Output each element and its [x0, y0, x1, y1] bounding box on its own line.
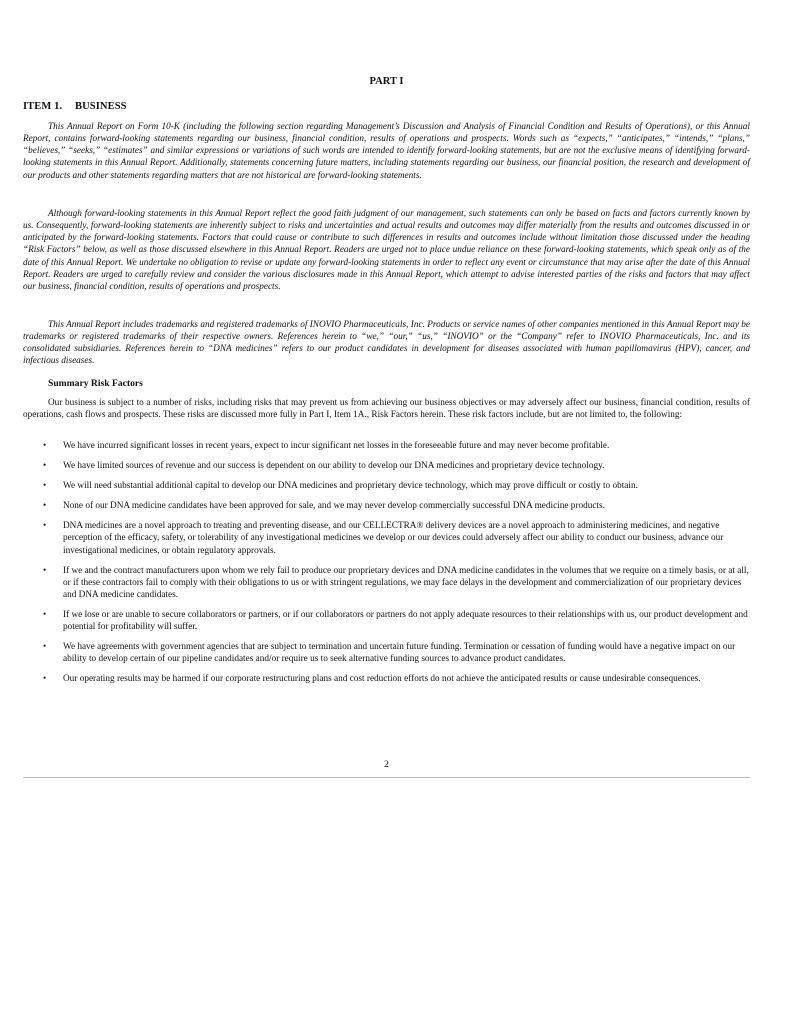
risk-factor-text: We will need substantial additional capital to develop our DNA medicines and proprietary device technology, which may prove difficult or costly to obtain.: [63, 481, 638, 492]
summary-risk-factors-heading: Summary Risk Factors: [48, 378, 143, 389]
bullet-icon: •: [43, 461, 47, 472]
risk-factor-text: We have incurred significant losses in recent years, expect to incur significant net losses in the foreseeable future and may never become profitable.: [63, 441, 610, 451]
risk-factor-item: [23, 440, 750, 452]
risk-factor-text: None of our DNA medicine candidates have been approved for sale, and we may never develop commercially successful DNA medicine products.: [63, 501, 605, 512]
risk-factor-item: [23, 673, 750, 685]
risk-factor-text: We have agreements with government agencies that are subject to termination and uncertain future funding. Termination or cessation of funding would have a negative impact on our ability to develop certain of our pipeline candidates and/or require us to seek alternative funding sources to advance product candidates.: [63, 642, 736, 665]
risk-factor-item: [23, 565, 750, 601]
bullet-icon: •: [43, 565, 47, 576]
risk-factor-item: [23, 520, 750, 556]
risk-intro-paragraph: Our business is subject to a number of risks, including risks that may prevent us from achieving our business objectives or may adversely affect our business, financial condition, results of operations, cash flows and prospects. These risks are discussed more fully in Part I, Item 1A., Risk Factors herein. These risk factors include, but are not limited to, the following:: [23, 398, 750, 421]
bullet-icon: •: [43, 642, 47, 653]
item-title: BUSINESS: [75, 101, 127, 112]
page-number: 2: [384, 760, 389, 770]
trademarks-paragraph: This Annual Report includes trademarks and registered trademarks of INOVIO Pharmaceuticals, Inc. Products or service names of other companies mentioned in this Annual Report may be trademarks or registered trademarks of their respective owners. References herein to “we,” “our,” “us,” “INOVIO” or the “Company” refer to INOVIO Pharmaceuticals, Inc. and its consolidated subsidiaries. References herein to “DNA medicines” refers to our product candidates in development for diseases associated with human papillomavirus (HPV), cancer, and infectious diseases.: [23, 320, 750, 367]
page-divider: [23, 777, 750, 778]
bullet-icon: •: [43, 481, 47, 492]
bullet-icon: •: [43, 609, 47, 620]
risk-factor-item: [23, 609, 750, 633]
risk-factor-list: [23, 440, 750, 685]
part-title: PART I: [369, 76, 404, 87]
item-number: ITEM 1.: [23, 101, 63, 112]
risk-factor-text: If we and the contract manufacturers upon whom we rely fail to produce our proprietary devices and DNA medicine candidates in the volumes that we require on a timely basis, or at all, or if these contractors fail to comply with their obligations to us or with stringent regulations, we may face delays in the development and commercialization of our proprietary devices and DNA medicine candidates.: [63, 565, 749, 600]
risk-factor-item: [23, 500, 750, 512]
risk-factor-text: Our operating results may be harmed if our corporate restructuring plans and cost reduction efforts do not achieve the anticipated results or cause undesirable consequences.: [63, 674, 701, 685]
risk-factor-text: If we lose or are unable to secure collaborators or partners, or if our collaborators or partners do not apply adequate resources to their relationships with us, our product development and potential for profitability will suffer.: [63, 609, 748, 633]
forward-looking-paragraph: This Annual Report on Form 10-K (including the following section regarding Management’s Discussion and Analysis of Financial Condition and Results of Operations), or this Annual Report, contains forward-looking statements regarding our business, financial condition, results of operations and prospects. Words such as “expects,” “anticipates,” “intends,” “plans,” “believes,” “seeks,” “estimates” and similar expressions or variations of such words are intended to identify forward-looking statements, but are not the exclusive means of identifying forward-looking statements in this Annual Report. Additionally, statements concerning future matters, including statements regarding our business, our financial position, the research and development of our products and other statements regarding matters that are not historical are forward-looking statements.: [23, 122, 750, 181]
forward-looking-caution-paragraph: Although forward-looking statements in this Annual Report reflect the good faith judgment of our management, such statements can only be based on facts and factors currently known by us. Consequently, forward-looking statements are inherently subject to risks and uncertainties and actual results and outcomes may differ materially from the results and outcomes discussed in or anticipated by the forward-looking statements. Factors that could cause or contribute to such differences in results and outcomes include without limitation those discussed under the heading “Risk Factors” below, as well as those discussed elsewhere in this Annual Report. Readers are urged not to place undue reliance on these forward-looking statements, which speak only as of the date of this Annual Report. We undertake no obligation to revise or update any forward-looking statements in order to reflect any event or circumstance that may arise after the date of this Annual Report. Readers are urged to carefully review and consider the various disclosures made in this Annual Report, which attempt to advise interested parties of the risks and factors that may affect our business, financial condition, results of operations and prospects.: [23, 209, 750, 292]
risk-factor-text: We have limited sources of revenue and our success is dependent on our ability to develop our DNA medicines and proprietary device technology.: [63, 461, 605, 472]
item-heading: [23, 101, 127, 112]
bullet-icon: •: [43, 674, 47, 685]
risk-factor-item: [23, 480, 750, 492]
risk-factor-text: DNA medicines are a novel approach to treating and preventing disease, and our CELLECTRA® delivery devices are a novel approach to administering medicines, and negative perception of the efficacy, safety, or tolerability of any investigational medicines we develop or our devices could adversely affect our ability to conduct our business, advance our investigational medicines, or obtain regulatory approvals.: [63, 521, 724, 556]
risk-factor-item: [23, 641, 750, 665]
bullet-icon: •: [43, 501, 47, 512]
bullet-icon: •: [43, 441, 47, 451]
bullet-icon: •: [43, 521, 47, 532]
risk-factor-item: [23, 460, 750, 472]
